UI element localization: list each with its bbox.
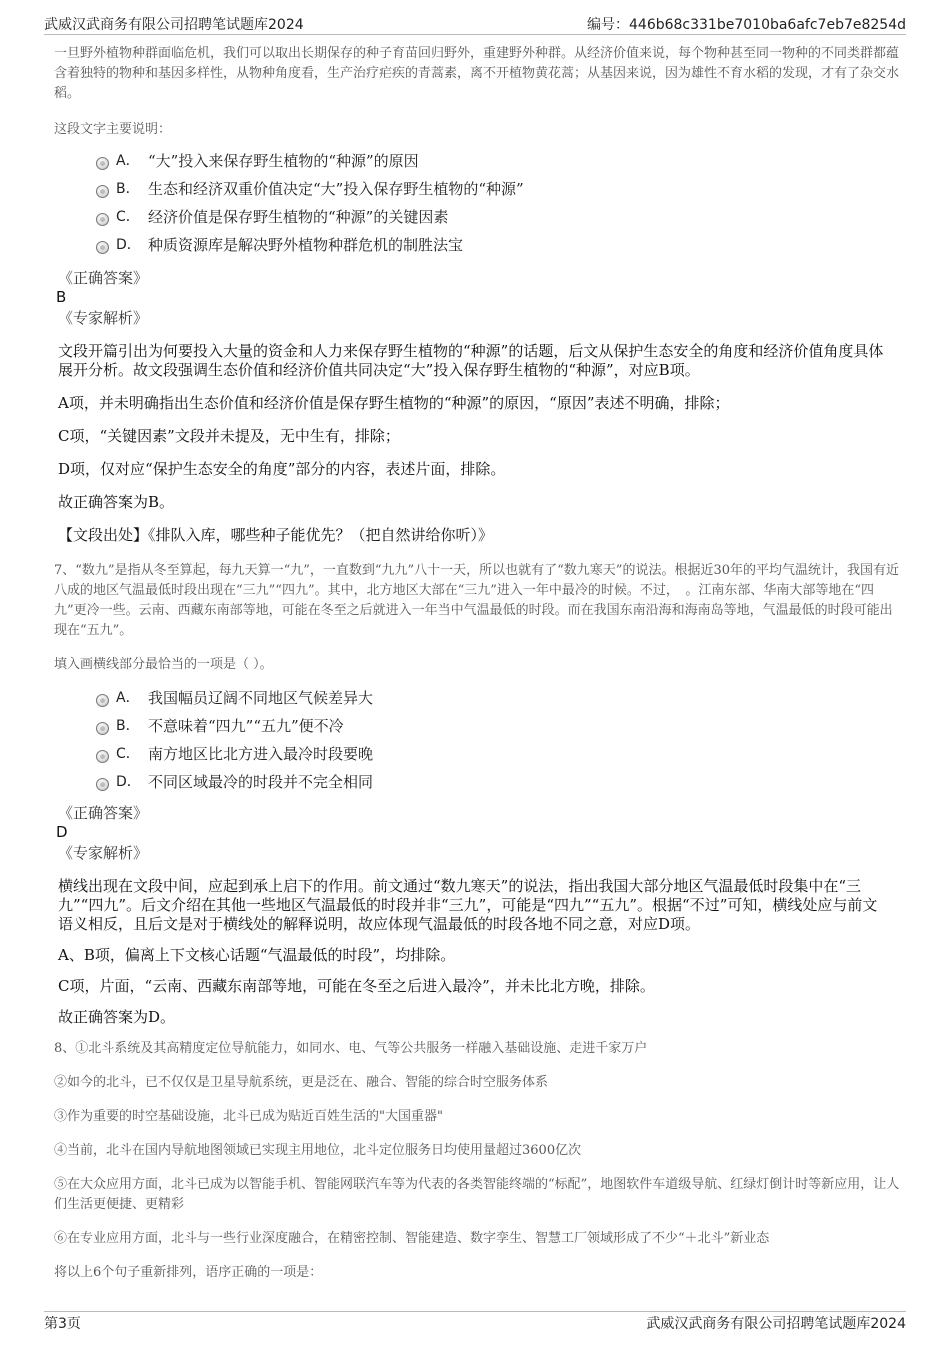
q6-option-a[interactable]: A． “大”投入来保存野生植物的“种源”的原因: [96, 150, 904, 178]
q8-sentence-1: 8、①北斗系统及其高精度定位导航能力，如同水、电、气等公共服务一样融入基础设施、走进千家万户: [54, 1041, 648, 1056]
q6-analysis-a: A项，并未明确指出生态价值和经济价值是保存野生植物的“种源”的原因，“原因”表述不明确，排除；: [58, 394, 730, 412]
q8-sentence-5: ⑤在大众应用方面，北斗已成为以智能手机、智能网联汽车等为代表的各类智能终端的“标配”，地图软件车道级导航、红绿灯倒计时等新应用，让人们生活更便捷、更精彩: [54, 1177, 900, 1212]
page-header: [44, 14, 906, 36]
q7-prompt: 填入画横线部分最恰当的一项是（ ）。: [54, 657, 273, 672]
q7-option-b[interactable]: B． 不意味着“四九”“五九”便不冷: [96, 715, 904, 743]
q8-sentence-6: ⑥在专业应用方面，北斗与一些行业深度融合，在精密控制、智能建造、数字孪生、智慧工厂领域形成了不少“＋北斗”新业态: [54, 1231, 770, 1246]
q8-sentence-4: ④当前，北斗在国内导航地图领域已实现主用地位，北斗定位服务日均使用量超过3600亿次: [54, 1143, 582, 1158]
q6-option-c[interactable]: C． 经济价值是保存野生植物的“种源”的关键因素: [96, 206, 904, 234]
q6-option-d[interactable]: D． 种质资源库是解决野外植物种群危机的制胜法宝: [96, 234, 904, 262]
footer-title: 武威汉武商务有限公司招聘笔试题库2024: [646, 1316, 906, 1332]
radio-icon[interactable]: [96, 694, 109, 707]
radio-icon[interactable]: [96, 750, 109, 763]
q6-source: 【文段出处】《排队入库，哪些种子能优先？（把自然讲给你听）》: [58, 526, 494, 544]
q7-analysis-c: C项，片面，“云南、西藏东南部等地，可能在冬至之后进入最冷”，并未比北方晚，排除。: [58, 977, 655, 995]
q7-option-d[interactable]: D． 不同区域最冷的时段并不完全相同: [96, 771, 904, 799]
q6-option-b[interactable]: B． 生态和经济双重价值决定“大”投入保存野生植物的“种源”: [96, 178, 904, 206]
q7-passage: 7、“数九”是指从冬至算起，每九天算一“九”，一直数到“九九”八十一天，所以也就有了“数九寒天”的说法。根据近30年的平均气温统计，我国有近八成的地区气温最低时段出现在“三九”“四九”。其中，北方地区大部在“三九”进入一年中最冷的时候。不过， 。江南东部、华南大部等地在“四九”更冷一些。云南、西藏东南部等地，可能在冬至之后就进入一年当中气温最低的时段。而在我国东南沿海和海南岛等地，气温最低的时段可能出现在“五九”。: [54, 563, 899, 638]
q7-answer-label: 《正确答案》: [58, 804, 149, 822]
q6-answer-label: 《正确答案》: [58, 269, 149, 287]
q6-analysis-d: D项，仅对应“保护生态安全的角度”部分的内容，表述片面，排除。: [58, 460, 506, 478]
q8-sentence-3: ③作为重要的时空基础设施，北斗已成为贴近百姓生活的"大国重器": [54, 1109, 443, 1124]
radio-icon[interactable]: [96, 241, 109, 254]
radio-icon[interactable]: [96, 157, 109, 170]
q6-prompt: 这段文字主要说明：: [54, 122, 172, 137]
q6-options: [96, 150, 904, 262]
page-content: [54, 44, 904, 1283]
q7-answer: D: [56, 823, 68, 841]
q6-analysis-main: 文段开篇引出为何要投入大量的资金和人力来保存野生植物的“种源”的话题，后文从保护生态安全的角度和经济价值角度具体展开分析。故文段强调生态价值和经济价值共同决定“大”投入保存野生植物的“种源”，对应B项。: [58, 342, 884, 379]
q8-sentence-2: ②如今的北斗，已不仅仅是卫星导航系统，更是泛在、融合、智能的综合时空服务体系: [54, 1075, 549, 1090]
radio-icon[interactable]: [96, 778, 109, 791]
radio-icon[interactable]: [96, 722, 109, 735]
q7-option-a[interactable]: A． 我国幅员辽阔不同地区气候差异大: [96, 687, 904, 715]
q6-analysis-label: 《专家解析》: [58, 309, 149, 327]
q7-options: [96, 687, 904, 799]
q7-analysis-ab: A、B项，偏离上下文核心话题“气温最低的时段”，均排除。: [58, 946, 456, 964]
q8-prompt: 将以上6个句子重新排列，语序正确的一项是：: [54, 1265, 323, 1280]
q6-analysis-conclusion: 故正确答案为B。: [58, 493, 175, 511]
header-divider: [44, 34, 906, 35]
page-number: 第3页: [44, 1316, 81, 1332]
radio-icon[interactable]: [96, 213, 109, 226]
q7-analysis-label: 《专家解析》: [58, 844, 149, 862]
q7-analysis-main: 横线出现在文段中间，应起到承上启下的作用。前文通过“数九寒天”的说法，指出我国大部分地区气温最低时段集中在“三九”“四九”。后文介绍在其他一些地区气温最低的时段并非“三九”，可能是“四九”“五九”。根据“不过”可知，横线处应与前文语义相反，且后文是对于横线处的解释说明，故应体现气温最低的时段各地不同之意，对应D项。: [58, 877, 878, 933]
header-title: 武威汉武商务有限公司招聘笔试题库2024: [44, 17, 304, 33]
q7-analysis-conclusion: 故正确答案为D。: [58, 1008, 176, 1026]
q6-answer: B: [56, 288, 67, 306]
footer-divider: [44, 1311, 906, 1312]
page-footer: [44, 1313, 906, 1335]
header-doc-id: 编号：446b68c331be7010ba6afc7eb7e8254d: [587, 17, 906, 33]
q6-passage: 一旦野外植物种群面临危机，我们可以取出长期保存的种子育苗回归野外，重建野外种群。从经济价值来说，每个物种甚至同一物种的不同类群都蕴含着独特的物种和基因多样性，从物种角度看，生产治疗疟疾的青蒿素，离不开植物黄花蒿；从基因来说，因为雄性不育水稻的发现，才有了杂交水稻。: [54, 46, 900, 101]
radio-icon[interactable]: [96, 185, 109, 198]
q6-analysis-c: C项，“关键因素”文段并未提及，无中生有，排除；: [58, 427, 400, 445]
q7-option-c[interactable]: C． 南方地区比北方进入最冷时段要晚: [96, 743, 904, 771]
